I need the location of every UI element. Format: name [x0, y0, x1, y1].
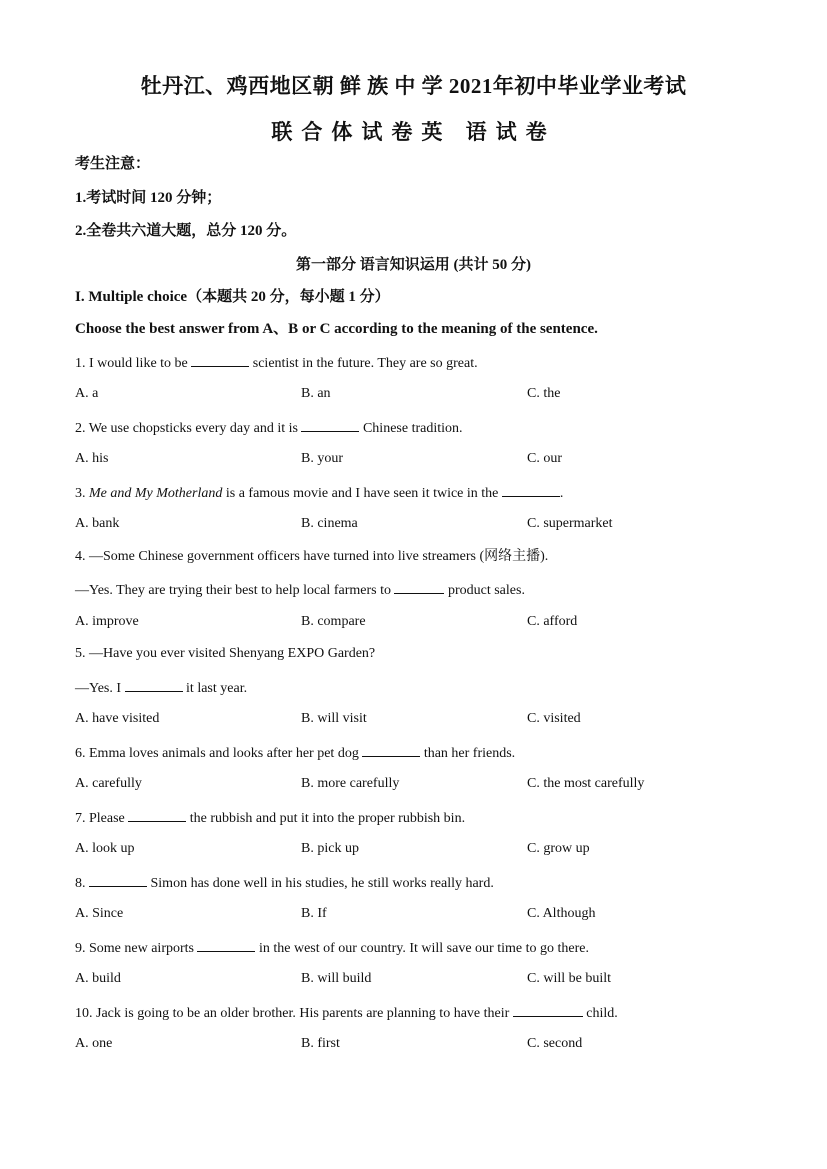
q8-option-c[interactable]: C. Although	[527, 906, 596, 921]
answer-blank	[191, 353, 249, 367]
note-item-score: 2.全卷共六道大题，总分 120 分。	[75, 223, 297, 239]
question-text: Simon has done well in his studies, he still works really hard.	[147, 876, 494, 891]
question-1	[75, 353, 478, 373]
notes-heading: 考生注意：	[75, 156, 151, 172]
answer-blank	[128, 808, 186, 822]
q10-option-a[interactable]: A. one	[75, 1036, 113, 1051]
q5-option-a[interactable]: A. have visited	[75, 711, 160, 726]
q7-option-a[interactable]: A. look up	[75, 841, 135, 856]
answer-blank	[362, 743, 420, 757]
q6-option-a[interactable]: A. carefully	[75, 776, 142, 791]
question-text: 3.	[75, 486, 89, 501]
section-title: I. Multiple choice（本题共 20 分，每小题 1 分）	[75, 289, 390, 305]
q9-option-b[interactable]: B. will build	[301, 971, 372, 986]
question-text: —Yes. They are trying their best to help local farmers to	[75, 583, 395, 598]
exam-title-line2: 联合体试卷英 语试卷	[271, 120, 556, 144]
question-text: 9. Some new airports	[75, 941, 198, 956]
part-title: 第一部分 语言知识运用 (共计 50 分)	[296, 257, 531, 273]
answer-blank	[125, 678, 183, 692]
movie-title: Me and My Motherland	[89, 486, 223, 501]
q8-option-a[interactable]: A. Since	[75, 906, 124, 921]
q9-option-c[interactable]: C. will be built	[527, 971, 611, 986]
question-text: in the west of our country. It will save our time to go there.	[255, 941, 589, 956]
question-2	[75, 418, 463, 438]
q10-option-c[interactable]: C. second	[527, 1036, 583, 1051]
question-text: 10. Jack is going to be an older brother. His parents are planning to have their	[75, 1006, 513, 1021]
q9-option-a[interactable]: A. build	[75, 971, 121, 986]
question-10	[75, 1003, 618, 1023]
question-text: scientist in the future. They are so great.	[249, 356, 478, 371]
q3-option-a[interactable]: A. bank	[75, 516, 120, 531]
question-text: 8.	[75, 876, 89, 891]
q6-option-c[interactable]: C. the most carefully	[527, 776, 645, 791]
question-3	[75, 483, 563, 503]
question-text: than her friends.	[420, 746, 516, 761]
question-7	[75, 808, 465, 828]
q3-option-b[interactable]: B. cinema	[301, 516, 358, 531]
question-5-prompt: 5. —Have you ever visited Shenyang EXPO Garden?	[75, 646, 376, 661]
question-text: .	[559, 486, 564, 501]
question-text: —Yes. I	[75, 681, 125, 696]
exam-title-line1: 牡丹江、鸡西地区朝 鲜 族 中 学 2021年初中毕业学业考试	[140, 74, 687, 98]
answer-blank	[89, 873, 147, 887]
q5-option-c[interactable]: C. visited	[527, 711, 581, 726]
q1-option-c[interactable]: C. the	[527, 386, 561, 401]
q10-option-b[interactable]: B. first	[301, 1036, 340, 1051]
question-text: the rubbish and put it into the proper rubbish bin.	[186, 811, 466, 826]
q6-option-b[interactable]: B. more carefully	[301, 776, 400, 791]
question-text: child.	[582, 1006, 618, 1021]
answer-blank	[301, 418, 359, 432]
question-text: product sales.	[444, 583, 525, 598]
question-text: is a famous movie and I have seen it twice in the	[222, 486, 502, 501]
q4-option-b[interactable]: B. compare	[301, 614, 366, 629]
question-text: 7. Please	[75, 811, 129, 826]
answer-blank	[502, 483, 560, 497]
question-8	[75, 873, 494, 893]
q2-option-b[interactable]: B. your	[301, 451, 343, 466]
answer-blank	[394, 580, 444, 594]
question-text: 2. We use chopsticks every day and it is	[75, 421, 302, 436]
q1-option-b[interactable]: B. an	[301, 386, 331, 401]
question-9	[75, 938, 589, 958]
q4-option-a[interactable]: A. improve	[75, 614, 139, 629]
answer-blank	[513, 1003, 583, 1017]
q4-option-c[interactable]: C. afford	[527, 614, 578, 629]
question-5	[75, 678, 247, 698]
q7-option-b[interactable]: B. pick up	[301, 841, 359, 856]
note-item-time: 1.考试时间 120 分钟；	[75, 190, 222, 206]
question-6	[75, 743, 515, 763]
question-text: Chinese tradition.	[359, 421, 463, 436]
q5-option-b[interactable]: B. will visit	[301, 711, 367, 726]
question-4	[75, 580, 525, 600]
answer-blank	[197, 938, 255, 952]
question-text: 1. I would like to be	[75, 356, 192, 371]
question-text: it last year.	[182, 681, 248, 696]
section-instruction: Choose the best answer from A、B or C according to the meaning of the sentence.	[75, 321, 598, 337]
q8-option-b[interactable]: B. If	[301, 906, 327, 921]
q7-option-c[interactable]: C. grow up	[527, 841, 590, 856]
q2-option-c[interactable]: C. our	[527, 451, 562, 466]
question-text: 6. Emma loves animals and looks after her pet dog	[75, 746, 363, 761]
question-4-prompt: 4. —Some Chinese government officers have turned into live streamers (网络主播).	[75, 549, 549, 564]
q3-option-c[interactable]: C. supermarket	[527, 516, 613, 531]
q2-option-a[interactable]: A. his	[75, 451, 109, 466]
q1-option-a[interactable]: A. a	[75, 386, 99, 401]
